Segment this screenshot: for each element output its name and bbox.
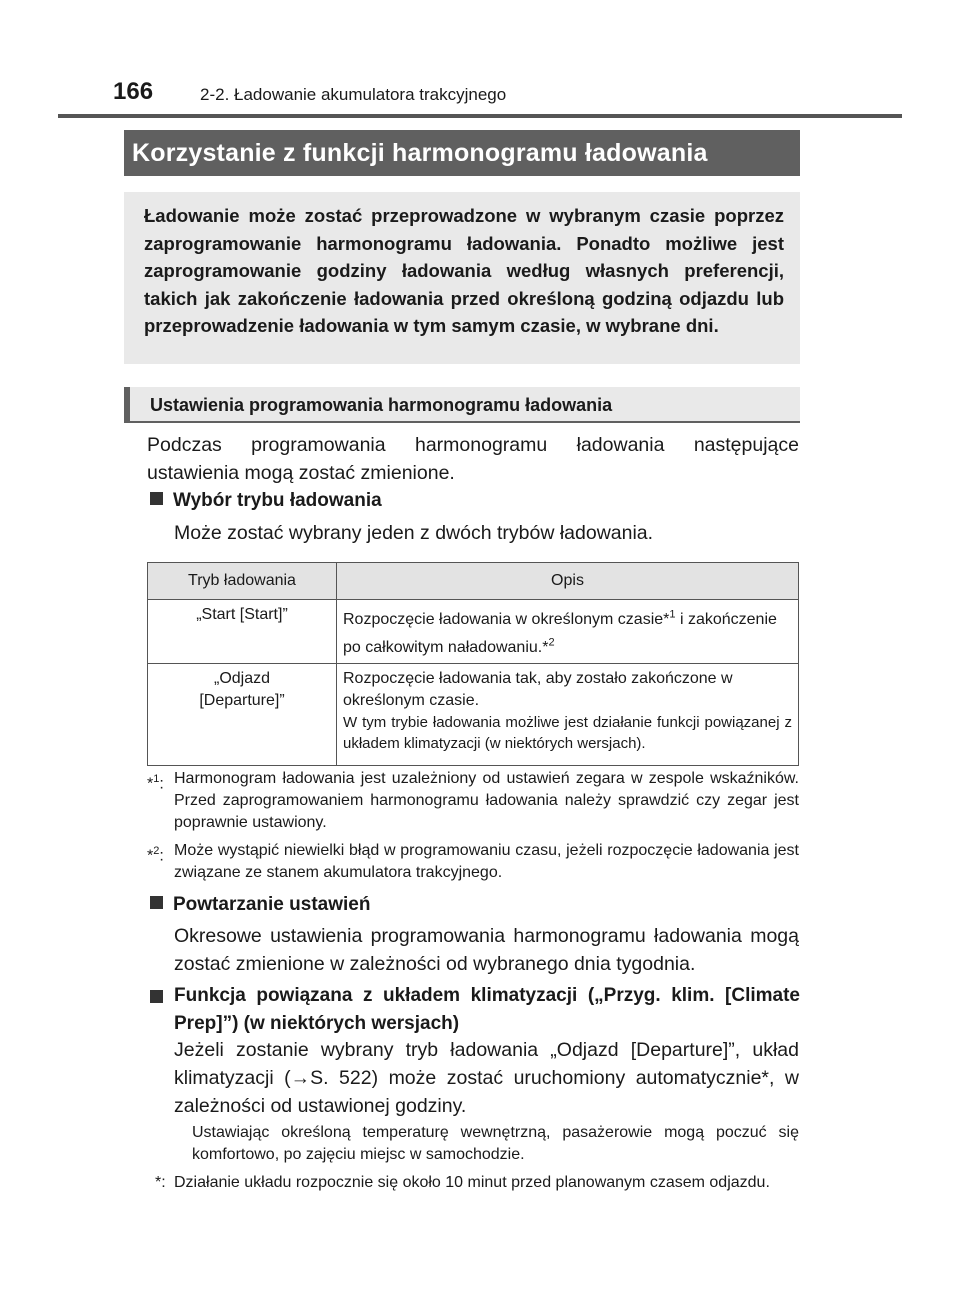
item-body-repeat: Okresowe ustawienia programowania harmonogramu ładowania mogą zostać zmienione w zależności od wybranego dnia tygodnia. [174, 925, 799, 975]
table-cell-desc-note: W tym trybie ładowania możliwe jest działanie funkcji powiązanej z układem klimatyzacji (w niektórych wersjach). [343, 713, 792, 752]
section-rule [124, 421, 800, 423]
section-heading: Ustawienia programowania harmonogramu ładowania [124, 387, 800, 423]
item-note-climate: Ustawiając określoną temperaturę wewnętrzną, pasażerowie mogą poczuć się komfortowo, po zajęciu miejsc w samochodzie. [192, 1124, 799, 1163]
mode-name-departure: „Odjazd [Departure]” [199, 669, 285, 709]
table-cell-mode [148, 663, 337, 765]
page-number: 166 [113, 78, 154, 105]
footnote-mark: *: [155, 1174, 166, 1191]
header-rule [58, 114, 902, 118]
table-cell-mode: „Start [Start]” [148, 600, 337, 664]
page-header [0, 0, 960, 120]
item-heading-text: Wybór trybu ładowania [173, 490, 382, 511]
footnote-mark: *$^1$: [147, 773, 164, 793]
square-bullet-icon [150, 990, 163, 1003]
page-title: Korzystanie z funkcji harmonogramu ładowania [124, 130, 800, 176]
footnote-text: Może wystąpić niewielki błąd w programowaniu czasu, jeżeli rozpoczęcie ładowania jest związane ze stanem akumulatora trakcyjnego. [174, 842, 799, 881]
item-heading-mode [150, 487, 382, 515]
footnote-text: Działanie układu rozpocznie się około 10 minut przed planowanym czasem odjazdu. [174, 1174, 770, 1191]
charging-modes-table [147, 562, 799, 766]
table-cell-desc-text: Rozpoczęcie ładowania w określonym czasie*$^1$ i zakończenie po całkowitym naładowaniu.*$^2$ [343, 609, 777, 656]
footnote-2 [147, 840, 799, 884]
item-body-mode: Może zostać wybrany jeden z dwóch trybów ładowania. [174, 522, 654, 544]
table-row [148, 663, 799, 765]
table-cell-desc-text: Rozpoczęcie ładowania tak, aby zostało zakończone w określonym czasie. [343, 669, 733, 709]
item-heading-climate [150, 982, 800, 1038]
footnote-mark: *$^2$: [147, 845, 164, 865]
table-row [148, 600, 799, 664]
table-header-desc: Opis [337, 563, 799, 600]
item-body-climate: Jeżeli zostanie wybrany tryb ładowania „Odjazd [Departure]”, układ klimatyzacji (→S. 522) może zostać uruchomiony automatycznie*, w zależności od ustawionej godziny. [174, 1039, 799, 1117]
intro-text: Ładowanie może zostać przeprowadzone w wybranym czasie poprzez zaprogramowanie harmonogramu ładowania. Ponadto możliwe jest zaprogramowanie godziny ładowania według własnych preferencji, takich jak zakończenie ładowania przed określoną godziną odjazdu lub przeprowadzenie ładowania w tym samym czasie, w wybrane dni. [144, 205, 784, 336]
chapter-title: 2-2. Ładowanie akumulatora trakcyjnego [200, 85, 507, 104]
square-bullet-icon [150, 896, 163, 909]
table-header-mode: Tryb ładowania [148, 563, 337, 600]
footnote-1 [147, 768, 799, 834]
intro-box [124, 192, 800, 364]
table-cell-desc [337, 600, 799, 664]
square-bullet-icon [150, 492, 163, 505]
section-intro: Podczas programowania harmonogramu ładowania następujące ustawienia mogą zostać zmienione. [147, 434, 799, 484]
table-header-row [148, 563, 799, 600]
footnote-text: Harmonogram ładowania jest uzależniony od ustawień zegara w zespole wskaźników. Przed zaprogramowaniem harmonogramu ładowania należy sprawdzić czy zegar jest poprawnie ustawiony. [174, 770, 799, 831]
item-heading-text: Powtarzanie ustawień [173, 894, 371, 915]
item-heading-repeat [150, 891, 370, 919]
table-cell-desc [337, 663, 799, 765]
item-heading-text: Funkcja powiązana z układem klimatyzacji („Przyg. klim. [Climate Prep]”) (w niektórych wersjach) [174, 985, 800, 1034]
footnote-asterisk [147, 1172, 799, 1216]
